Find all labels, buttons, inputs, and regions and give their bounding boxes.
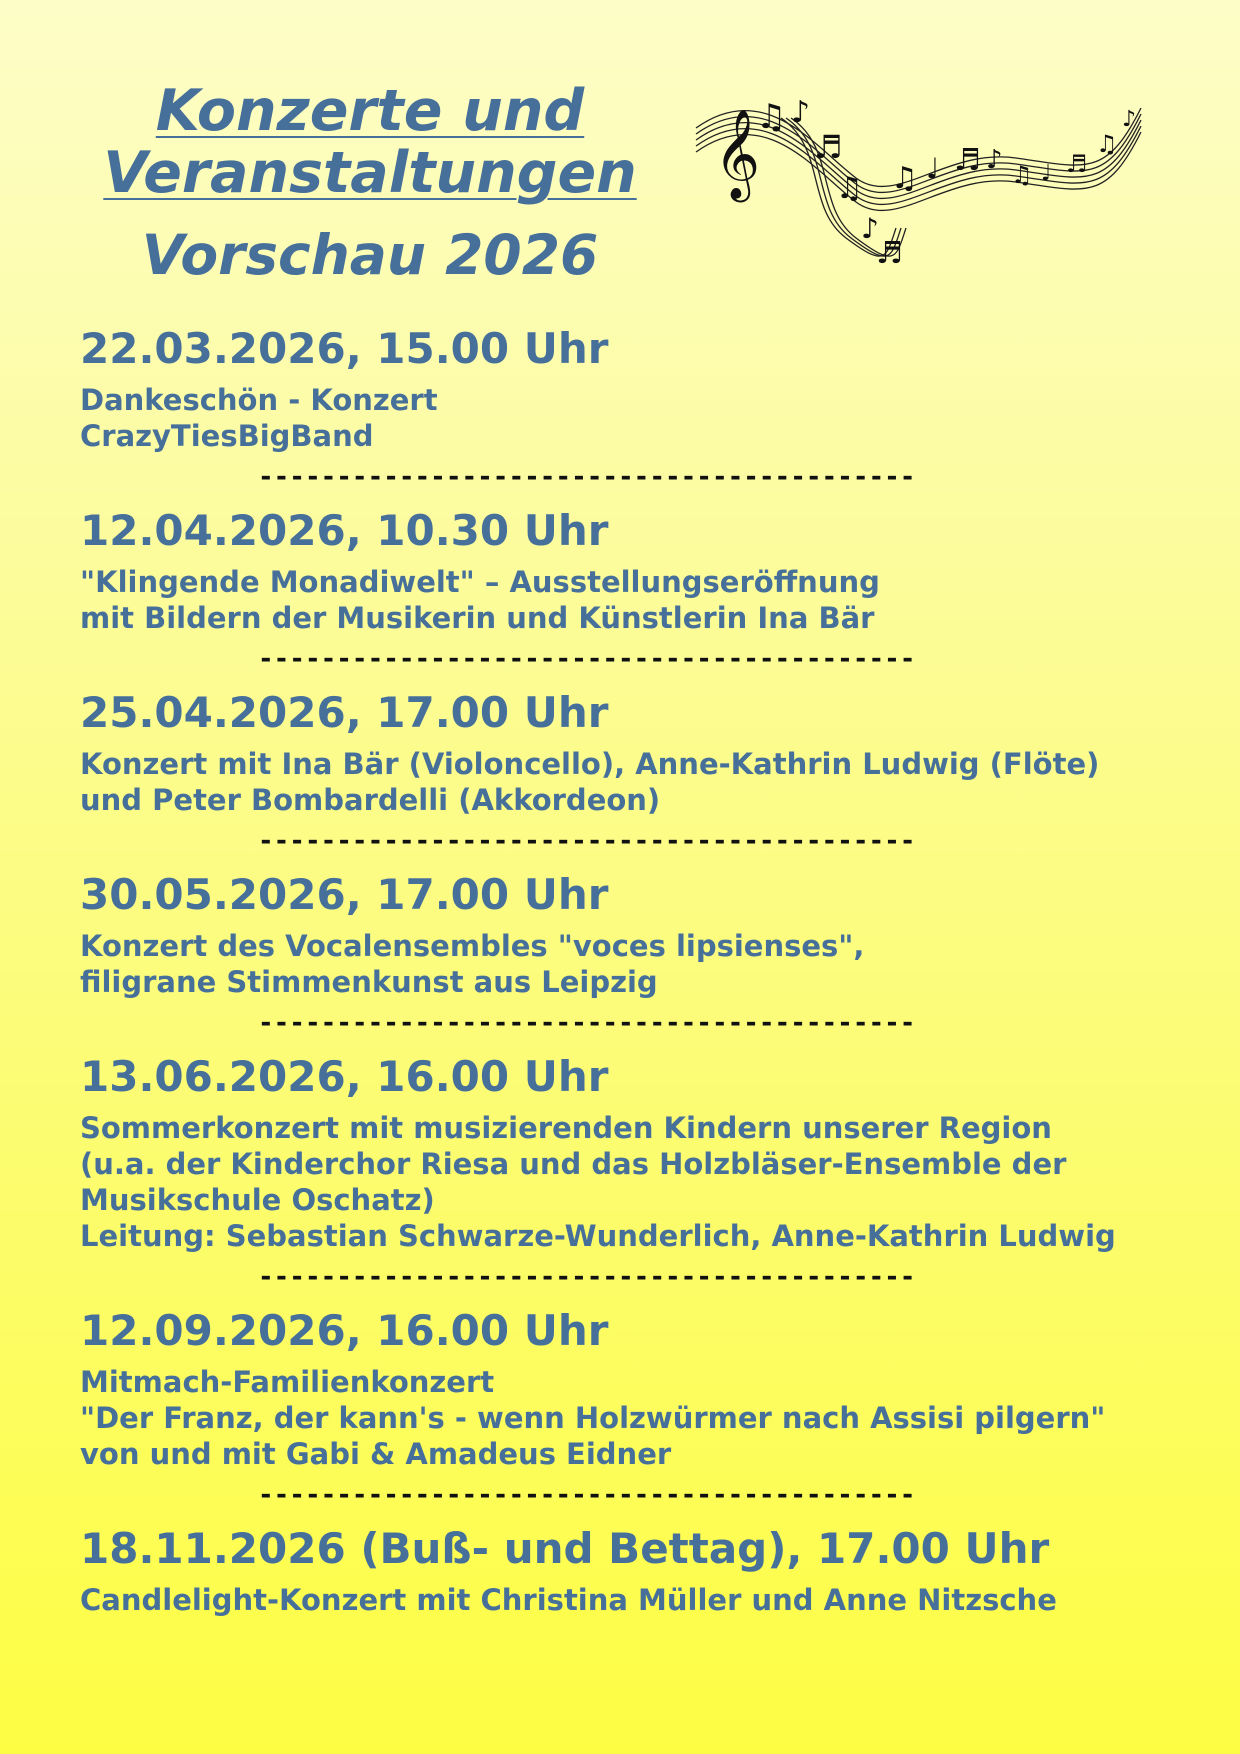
- page-title-line-2: Veranstaltungen: [103, 140, 637, 206]
- event-detail: mit Bildern der Musikerin und Künstlerin Ina Bär: [80, 601, 875, 635]
- svg-text:♬: ♬: [954, 143, 981, 178]
- svg-text:𝄞: 𝄞: [714, 109, 761, 199]
- svg-text:♩: ♩: [1041, 161, 1052, 186]
- svg-text:♬: ♬: [876, 236, 903, 271]
- event-separator: ------------------------------------------: [258, 1480, 916, 1510]
- svg-text:♫: ♫: [836, 171, 863, 206]
- event-title: Candlelight-Konzert mit Christina Müller und Anne Nitzsche: [80, 1583, 1057, 1617]
- event-date: 30.05.2026, 17.00 Uhr: [80, 870, 609, 919]
- event-item: [80, 686, 1180, 856]
- event-detail: und Peter Bombardelli (Akkordeon): [80, 783, 661, 817]
- svg-text:♪: ♪: [791, 95, 811, 130]
- event-date: 13.06.2026, 16.00 Uhr: [80, 1052, 609, 1101]
- event-separator: ------------------------------------------: [258, 644, 916, 674]
- event-item: [80, 504, 1180, 674]
- event-detail: "Der Franz, der kann's - wenn Holzwürmer nach Assisi pilgern": [80, 1401, 1106, 1435]
- event-title: Sommerkonzert mit musizierenden Kindern unserer Region: [80, 1111, 1052, 1145]
- event-item: [80, 868, 1180, 1038]
- svg-text:♫: ♫: [891, 161, 918, 196]
- svg-text:♪: ♪: [861, 212, 879, 245]
- event-detail: (u.a. der Kinderchor Riesa und das Holzbläser-Ensemble der: [80, 1147, 1067, 1181]
- svg-text:♪: ♪: [986, 145, 1003, 175]
- svg-text:♬: ♬: [1066, 150, 1088, 178]
- svg-text:♬: ♬: [814, 128, 843, 166]
- svg-text:♩: ♩: [926, 152, 940, 185]
- event-item: [80, 1050, 1180, 1292]
- svg-text:♪: ♪: [1122, 107, 1137, 132]
- event-item: [80, 322, 1180, 492]
- event-separator: ------------------------------------------: [258, 1008, 916, 1038]
- event-detail: filigrane Stimmenkunst aus Leipzig: [80, 965, 658, 999]
- event-separator: ------------------------------------------: [258, 1262, 916, 1292]
- event-item: [80, 1304, 1180, 1510]
- event-detail: Musikschule Oschatz): [80, 1183, 435, 1217]
- event-separator: ------------------------------------------: [258, 826, 916, 856]
- event-title: Konzert mit Ina Bär (Violoncello), Anne-Kathrin Ludwig (Flöte): [80, 747, 1100, 781]
- event-item: [80, 1522, 1180, 1618]
- event-date: 12.04.2026, 10.30 Uhr: [80, 506, 609, 555]
- music-notes-icon: [686, 88, 1156, 288]
- event-detail: von und mit Gabi & Amadeus Eidner: [80, 1437, 672, 1471]
- page-title-line-1: Konzerte und: [155, 78, 585, 144]
- page-subtitle: Vorschau 2026: [141, 223, 599, 287]
- event-list: [80, 322, 1180, 1618]
- event-title: Mitmach-Familienkonzert: [80, 1365, 495, 1399]
- event-detail: CrazyTiesBigBand: [80, 419, 374, 453]
- event-date: 25.04.2026, 17.00 Uhr: [80, 688, 609, 737]
- event-date: 22.03.2026, 15.00 Uhr: [80, 324, 609, 373]
- event-separator: ------------------------------------------: [258, 462, 916, 492]
- svg-text:♫: ♫: [756, 97, 787, 137]
- event-title: "Klingende Monadiwelt" – Ausstellungseröffnung: [80, 565, 880, 599]
- page-title: [90, 80, 650, 204]
- svg-text:♫: ♫: [1011, 161, 1033, 189]
- event-detail: Leitung: Sebastian Schwarze-Wunderlich, Anne-Kathrin Ludwig: [80, 1219, 1116, 1253]
- event-title: Dankeschön - Konzert: [80, 383, 438, 417]
- event-date: 18.11.2026 (Buß- und Bettag), 17.00 Uhr: [80, 1524, 1050, 1573]
- event-title: Konzert des Vocalensembles "voces lipsienses",: [80, 929, 865, 963]
- svg-text:♫: ♫: [1096, 130, 1118, 158]
- event-date: 12.09.2026, 16.00 Uhr: [80, 1306, 609, 1355]
